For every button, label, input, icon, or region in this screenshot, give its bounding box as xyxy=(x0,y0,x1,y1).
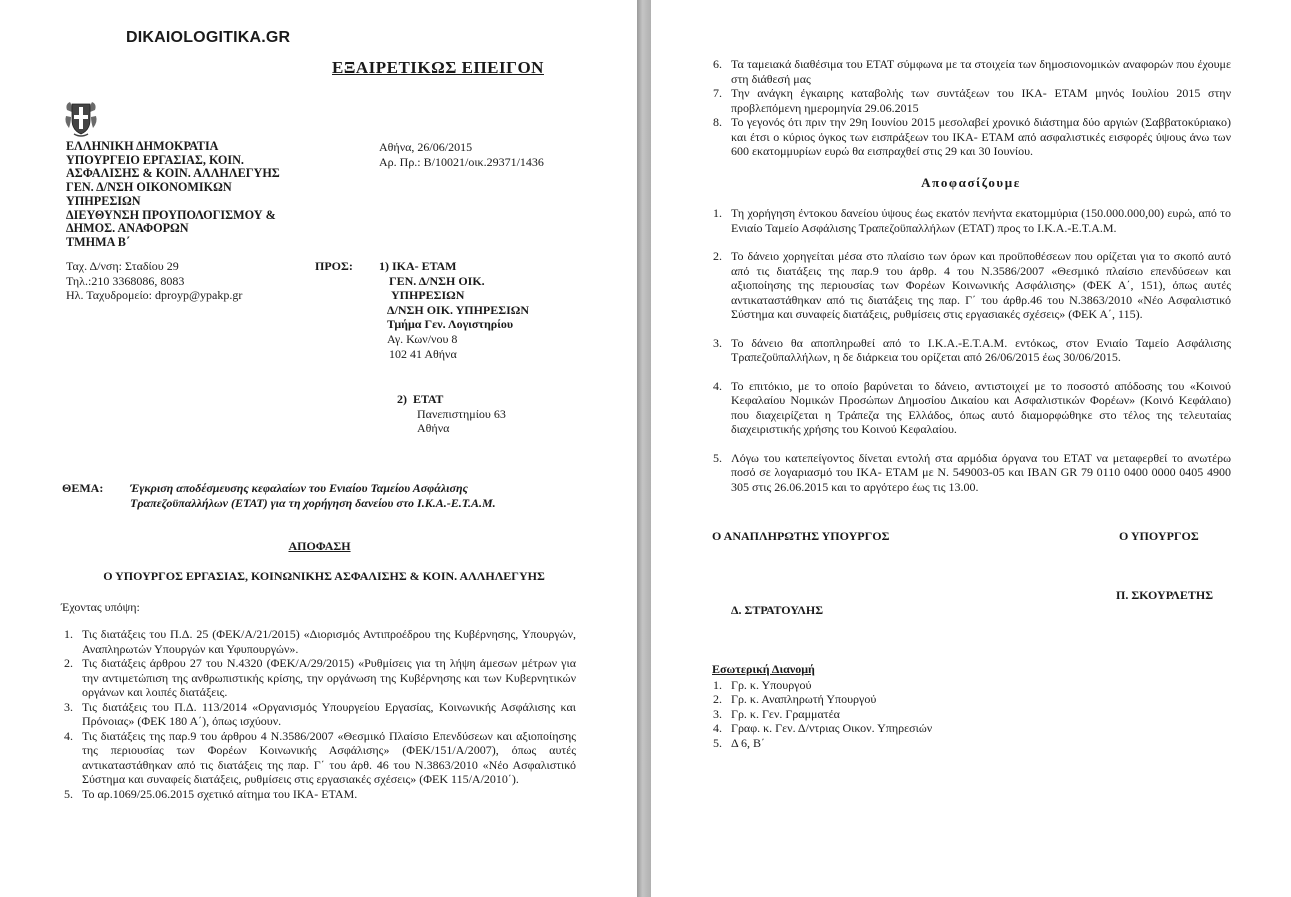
item-text: Τις διατάξεις του Π.Δ. 25 (ΦΕΚ/Α/21/2015) «Διορισμός Αντιπροέδρου της Κυβέρνησης, Υπουργών, Αναπληρωτών Υπουργών και Υφυπουργών». xyxy=(82,627,576,656)
recipient-1-name: ΙΚΑ- ΕΤΑΜ xyxy=(392,259,457,273)
page-gutter xyxy=(637,0,651,897)
site-watermark: DIKAIOLOGITIKA.GR xyxy=(126,29,291,46)
item-number: 3. xyxy=(64,699,73,714)
item-number: 2. xyxy=(713,249,722,263)
item-number: 3. xyxy=(713,335,722,350)
item-text: Τις διατάξεις άρθρου 27 του Ν.4320 (ΦΕΚ/Α/29/2015) «Ρυθμίσεις για τη λήψη άμεσων μέτρων για την αντιμετώπιση της ανθρωπιστικής κρίσης, την οργάνωση της Κυβέρνησης και των Κυβερνητικών οργάνων και λοιπές διατάξεις. xyxy=(82,656,576,699)
recipient-1 xyxy=(379,259,529,361)
considerations-list-right xyxy=(711,57,1231,159)
list-item xyxy=(711,206,1231,235)
considerations-list-left xyxy=(62,627,576,801)
item-text: Το δάνειο χορηγείται μέσα στο πλαίσιο των όρων και προϋποθέσεων που ορίζεται για το σκοπό αυτό από τις διατάξεις της παρ.9 του άρθρ. 4 του Ν.3586/2007 «Θεσμικό πλαίσιο επενδύσεων και αξιοποίησης της περιουσίας των Φορέων Κοινωνικής Ασφάλισης» (ΦΕΚ Α΄, 151), όπως αυτές αντικαταστάθηκαν από τις διατάξεις της παρ. Γ΄ του άρθρ.46 του Ν.3863/2010 «Νέο Ασφαλιστικό Σύστημα και συναφείς διατάξεις, ρυθμίσεις στις εργασιακές σχέσεις» (ΦΕΚ Α΄, 115). xyxy=(731,249,1231,321)
list-item xyxy=(711,249,1231,322)
subject-line: Τραπεζοϋπαλλήλων (ΕΤΑΤ) για τη χορήγηση δανείου στο Ι.Κ.Α.-Ε.Τ.Α.Μ. xyxy=(130,495,496,510)
recipient-1-number: 1) xyxy=(379,259,389,273)
recipient-1-line: ΓΕΝ. Δ/ΝΣΗ ΟΙΚ. xyxy=(389,273,485,288)
sender-line: ΔΙΕΥΘΥΝΣΗ ΠΡΟΥΠΟΛΟΓΙΣΜΟΥ & xyxy=(66,207,276,222)
sender-line: ΥΠΗΡΕΣΙΩΝ xyxy=(66,193,141,208)
subject-text xyxy=(130,481,496,510)
item-number: 4. xyxy=(713,721,722,736)
distribution-title: Εσωτερική Διανομή xyxy=(712,662,815,676)
contact-email: Ηλ. Ταχυδρομείο: dproyp@ypakp.gr xyxy=(66,288,243,303)
minister-name: Π. ΣΚΟΥΡΛΕΤΗΣ xyxy=(1116,588,1214,602)
subject-line: Έγκριση αποδέσμευσης κεφαλαίων του Ενιαίου Ταμείου Ασφάλισης xyxy=(130,481,468,495)
list-item xyxy=(711,379,1231,437)
document-date: Αθήνα, 26/06/2015 xyxy=(379,140,473,154)
item-text: Το δάνειο θα αποπληρωθεί από το Ι.Κ.Α.-Ε.Τ.Α.Μ. εντόκως, στον Ενιαίο Ταμείο Ασφάλισης Τραπεζοϋπαλλήλων, η δε διάρκεια του ορίζεται από 26/06/2015 έως 30/06/2015. xyxy=(731,335,1231,364)
list-item xyxy=(62,656,576,700)
recipient-1-line: Τμήμα Γεν. Λογιστηρίου xyxy=(387,317,514,332)
greek-emblem-icon xyxy=(64,98,98,138)
item-number: 2. xyxy=(64,656,73,670)
item-text: Γρ. κ. Γεν. Γραμματέα xyxy=(731,706,840,721)
item-number: 5. xyxy=(713,735,722,750)
item-number: 1. xyxy=(64,627,73,641)
distribution-list xyxy=(711,678,1111,750)
contact-address: Ταχ. Δ/νση: Σταδίου 29 xyxy=(66,259,179,273)
recipient-2 xyxy=(397,392,506,436)
list-item xyxy=(62,700,576,729)
item-number: 5. xyxy=(64,786,73,801)
minister-heading: Ο ΥΠΟΥΡΓΟΣ ΕΡΓΑΣΙΑΣ, ΚΟΙΝΩΝΙΚΗΣ ΑΣΦΑΛΙΣΗΣ & ΚΟΙΝ. ΑΛΛΗΛΕΓΥΗΣ xyxy=(103,569,545,583)
recipient-1-line: ΥΠΗΡΕΣΙΩΝ xyxy=(391,288,465,303)
item-text: Γραφ. κ. Γεν. Δ/ντριας Οικον. Υπηρεσιών xyxy=(731,721,933,736)
item-text: Λόγω του κατεπείγοντος δίνεται εντολή στα αρμόδια όργανα του ΕΤΑΤ να μεταφερθεί το ανωτέρω ποσό σε λογαριασμό του ΙΚΑ- ΕΤΑΜ με Ν. 549003-05 και IBAN GR 79 0110 0400 0000 0405 4900 305 στις 26.06.2015 και το αργότερο έως τις 13.00. xyxy=(731,450,1231,494)
recipient-1-line: 102 41 Αθήνα xyxy=(389,346,457,361)
list-item xyxy=(711,736,1111,750)
sender-line: ΕΛΛΗΝΙΚΗ ΔΗΜΟΚΡΑΤΙΑ xyxy=(66,139,219,153)
list-item xyxy=(62,729,576,787)
list-item xyxy=(711,678,1111,692)
sender-line: ΥΠΟΥΡΓΕΙΟ ΕΡΓΑΣΙΑΣ, ΚΟΙΝ. xyxy=(66,152,244,167)
contact-phone: Τηλ.:210 3368086, 8083 xyxy=(66,273,185,288)
list-item xyxy=(711,115,1231,159)
sender-block xyxy=(66,140,280,250)
list-item xyxy=(711,57,1231,86)
list-item xyxy=(711,86,1231,115)
sender-line: ΔΗΜΟΣ. ΑΝΑΦΟΡΩΝ xyxy=(66,221,189,236)
list-item xyxy=(711,336,1231,365)
list-item xyxy=(711,721,1111,735)
recipient-2-line: Αθήνα xyxy=(417,421,450,436)
item-text: Τις διατάξεις του Π.Δ. 113/2014 «Οργανισμός Υπουργείου Εργασίας, Κοινωνικής Ασφάλισης και Πρόνοιας» (ΦΕΚ 180 Α΄), όπως ισχύουν. xyxy=(82,699,576,728)
decision-title xyxy=(0,539,637,554)
item-number: 4. xyxy=(713,378,722,393)
item-number: 7. xyxy=(713,86,722,100)
recipient-1-line: Αγ. Κων/νου 8 xyxy=(387,331,458,346)
item-text: Τις διατάξεις της παρ.9 του άρθρου 4 Ν.3586/2007 «Θεσμικό Πλαίσιο Επενδύσεων και αξιοποίησης της περιουσίας των Φορέων Κοινωνικής Ασφάλισης» (ΦΕΚ/151/Α/2007), όπως αυτές αντικαταστάθηκαν από τις διατάξεις της παρ. Γ΄ του άρθ. 46 του Ν.3863/2010 «Νέο Ασφαλιστικό Σύστημα και συναφείς διατάξεις, ρυθμίσεις στις εργασιακές σχέσεις» (ΦΕΚ 115/Α/2010΄). xyxy=(82,728,576,786)
deputy-minister-title: Ο ΑΝΑΠΛΗΡΩΤΗΣ ΥΠΟΥΡΓΟΣ xyxy=(712,529,890,543)
item-text: Τη χορήγηση έντοκου δανείου ύψους έως εκατόν πενήντα εκατομμύρια (150.000.000,00) ευρώ, από το Ενιαίο Ταμείο Ασφάλισης Τραπεζοϋπαλλήλων (ΕΤΑΤ) προς το Ι.Κ.Α.-Ε.Τ.Α.Μ. xyxy=(731,206,1231,235)
item-text: Γρ. κ. Αναπληρωτή Υπουργού xyxy=(731,692,877,707)
recipient-2-line: Πανεπιστημίου 63 xyxy=(417,406,506,421)
recipient-2-number: 2) xyxy=(397,392,407,406)
deputy-minister-name: Δ. ΣΤΡΑΤΟΥΛΗΣ xyxy=(731,603,824,617)
document-page-left xyxy=(0,0,637,897)
item-number: 1. xyxy=(713,206,722,220)
item-number: 4. xyxy=(64,728,73,743)
sender-line: ΑΣΦΑΛΙΣΗΣ & ΚΟΙΝ. ΑΛΛΗΛΕΓΥΗΣ xyxy=(66,166,280,181)
item-text: Την ανάγκη έγκαιρης καταβολής των συντάξεων του ΙΚΑ- ΕΤΑΜ μηνός Ιουλίου 2015 στην προβλεπόμενη ημερομηνία 29.06.2015 xyxy=(731,86,1231,115)
list-item xyxy=(711,707,1111,721)
considering-label: Έχοντας υπόψη: xyxy=(61,600,140,614)
item-text: Το γεγονός ότι πριν την 29η Ιουνίου 2015 μεσολαβεί χρονικό διάστημα δύο αργιών (Σαββατοκύριακο) και έτσι ο κύριος όγκος των εισπράξεων του ΙΚΑ- ΕΤΑΜ από ασφαλιστικές εισφορές ύψους άνω των 600 εκατομμυρίων ευρώ θα εισπραχθεί στις 29 και 30 Ιουνίου. xyxy=(731,115,1231,158)
item-number: 8. xyxy=(713,115,722,129)
minister-title: Ο ΥΠΟΥΡΓΟΣ xyxy=(1119,529,1199,543)
item-number: 1. xyxy=(713,678,722,692)
decide-heading: Αποφασίζουμε xyxy=(921,175,1021,190)
list-item xyxy=(711,451,1231,495)
subject-label: ΘΕΜΑ: xyxy=(62,481,104,495)
recipient-1-line: Δ/ΝΣΗ ΟΙΚ. ΥΠΗΡΕΣΙΩΝ xyxy=(387,302,530,317)
list-item xyxy=(62,627,576,656)
item-number: 6. xyxy=(713,57,722,71)
item-text: Γρ. κ. Υπουργού xyxy=(731,678,812,692)
sender-line: ΓΕΝ. Δ/ΝΣΗ ΟΙΚΟΝΟΜΙΚΩΝ xyxy=(66,180,232,195)
list-item xyxy=(62,787,576,802)
contact-block xyxy=(66,259,242,303)
item-number: 2. xyxy=(713,692,722,707)
item-text: Το επιτόκιο, με το οποίο βαρύνεται το δάνειο, αντιστοιχεί με το ποσοστό απόδοσης του «Κοινού Κεφαλαίου Νομικών Προσώπων Δημοσίου Δικαίου και Ασφαλιστικών Φορέων» (Κοινό Κεφάλαιο) που διαχειρίζεται η Τράπεζα της Ελλάδος, όπως αυτό διαμορφώθηκε στο τέλος της τελευταίας διαχειριστικής χρήσης του Κοινού Κεφαλαίου. xyxy=(731,378,1231,436)
recipient-2-name: ΕΤΑΤ xyxy=(413,392,444,406)
item-text: Δ 6, Β΄ xyxy=(731,735,766,750)
decisions-list xyxy=(711,206,1231,494)
to-label: ΠΡΟΣ: xyxy=(315,259,353,273)
urgent-label: ΕΞΑΙΡΕΤΙΚΩΣ ΕΠΕΙΓΟΝ xyxy=(332,58,544,77)
sender-line: ΤΜΗΜΑ Β΄ xyxy=(66,234,130,249)
protocol-number: Αρ. Πρ.: Β/10021/οικ.29371/1436 xyxy=(379,155,544,169)
item-text: Το αρ.1069/25.06.2015 σχετικό αίτημα του ΙΚΑ- ΕΤΑΜ. xyxy=(82,786,358,801)
item-number: 3. xyxy=(713,706,722,721)
document-page-right xyxy=(651,0,1291,897)
decision-title-text: ΑΠΟΦΑΣΗ xyxy=(288,539,351,553)
list-item xyxy=(711,692,1111,706)
item-number: 5. xyxy=(713,450,722,465)
item-text: Τα ταμειακά διαθέσιμα του ΕΤΑΤ σύμφωνα με τα στοιχεία των δημοσιονομικών αναφορών που έχουμε στη διάθεσή μας xyxy=(731,57,1231,86)
